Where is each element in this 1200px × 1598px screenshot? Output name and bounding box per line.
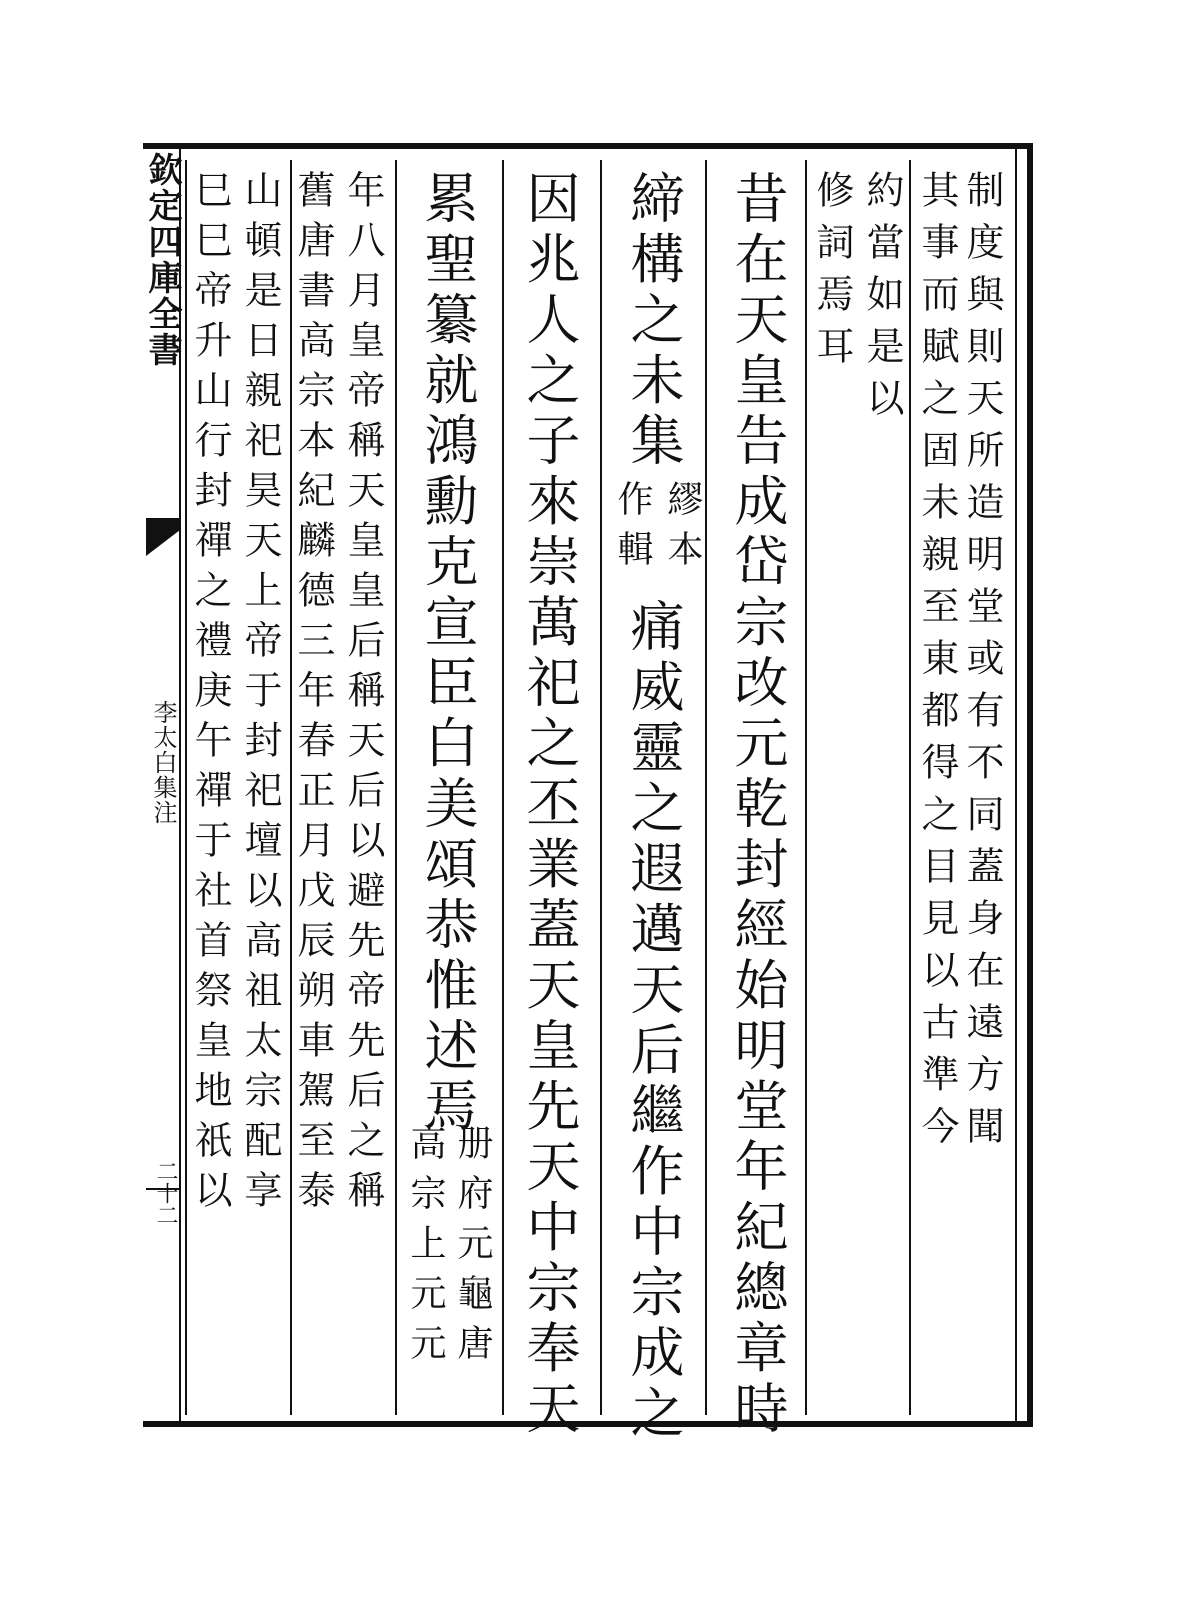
text-column: 約當如是以 [860,170,904,430]
main-text-column: 因兆人之子來崇萬祀之丕業蓋天皇先天中宗奉天 [518,170,581,1441]
inline-note: 繆本 [662,480,703,580]
inline-note: 作輯 [612,480,653,580]
main-text-column: 痛威靈之遐邁天后繼作中宗成之 [622,598,685,1445]
text-column: 巳巳帝升山行封禪之禮庚午禪于社首祭皇地祇以 [188,170,232,1220]
column-rule [600,160,602,1415]
text-column: 修詞焉耳 [810,170,854,378]
column-rule [395,160,397,1415]
inline-note: 高宗上元元 [405,1124,446,1374]
column-rule [705,160,707,1415]
column-rule [805,160,807,1415]
text-column: 制度與則天所造明堂或有不同蓋身在遠方聞 [960,170,1004,1158]
column-rule [185,160,187,1415]
main-text-column: 累聖纂就鴻勳克宣臣白美頌恭惟述焉 [416,170,479,1138]
main-text-column: 昔在天皇告成岱宗改元乾封經始明堂年紀總章時 [726,170,789,1441]
column-rule [909,160,911,1415]
text-column: 舊唐書高宗本紀麟德三年春正月戊辰朔車駕至泰 [291,170,335,1220]
text-column: 山頓是日親祀昊天上帝于封祀壇以高祖太宗配享 [238,170,282,1220]
main-text-column: 締構之未集 [622,170,685,473]
text-column: 年八月皇帝稱天皇皇后稱天后以避先帝先后之稱 [341,170,385,1220]
collection-title: 欽定四庫全書 [142,152,182,368]
book-title: 李太白集注 [149,700,177,825]
fishtail-mark-icon [146,518,180,558]
page-number: 二十二 [153,1160,178,1226]
inline-note: 册府元龜唐 [452,1124,493,1374]
column-rule [502,160,504,1415]
text-column: 其事而賦之固未親至東都得之目見以古準今 [915,170,959,1158]
